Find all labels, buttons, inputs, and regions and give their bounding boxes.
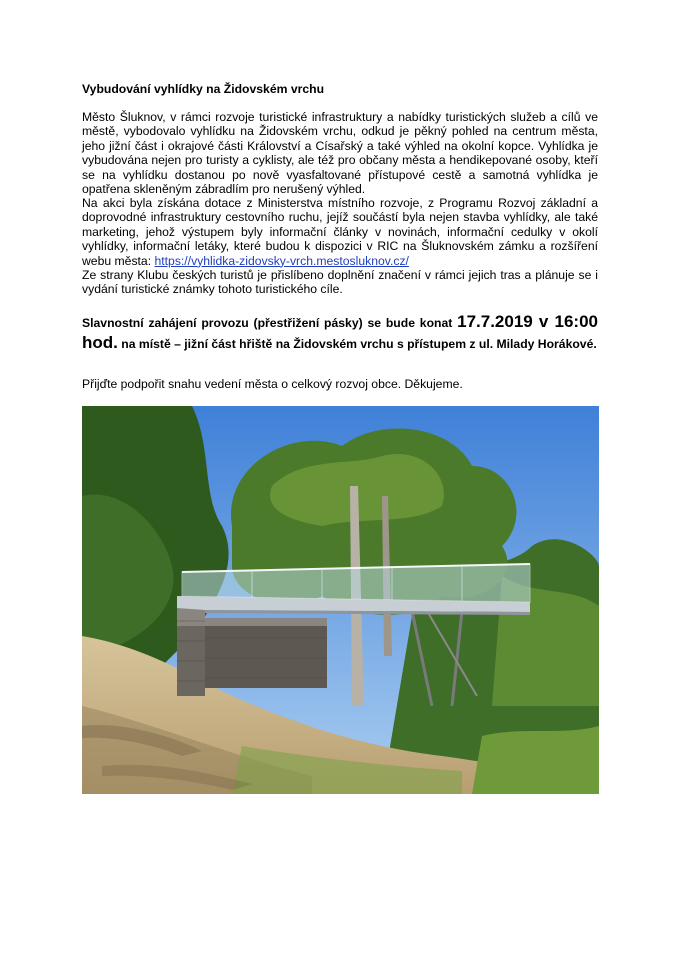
paragraph-funding-text: Na akci byla získána dotace z Ministerstva místního rozvoje, z Programu Rozvoj základní a doprovodné infrastruktury cestovního ruchu, jejíž součástí byla nejen stavba vyhlídky, ale také marketing, jehož výstupem byly informační články v novinách, informační cedulky v okolí vyhlídky, informační letáky, které budou k dispozici v RIC na Šluknovském zámku a rozšíření webu města:	[82, 196, 598, 268]
announcement	[82, 312, 598, 354]
gabion-wall-side	[205, 618, 327, 688]
paragraph-funding	[82, 196, 598, 268]
announcement-post: na místě – jižní část hřiště na Židovském vrchu s přístupem z ul. Milady Horákové.	[117, 337, 597, 351]
lookout-photo	[82, 406, 599, 794]
announcement-mid: v	[532, 312, 555, 331]
closing-line: Přijďte podpořit snahu vedení města o celkový rozvoj obce. Děkujeme.	[82, 377, 463, 391]
announcement-time: 16:00 hod.	[82, 312, 598, 352]
paragraph-tourist-club: Ze strany Klubu českých turistů je přislíbeno doplnění značení v rámci jejich tras a plánuje se i vydání turistické známky tohoto turistického cíle.	[82, 268, 598, 297]
document-title: Vybudování vyhlídky na Židovském vrchu	[82, 82, 325, 96]
website-link[interactable]: https://vyhlidka-zidovsky-vrch.mestosluknov.cz/	[154, 253, 409, 268]
paragraph-intro: Město Šluknov, v rámci rozvoje turistické infrastruktury a nabídky turistických služeb a cílů ve městě, vybodovalo vyhlídku na Židovském vrchu, odkud je pěkný pohled na centrum města, jeho jižní část i okrajové části Království a Císařský a také výhled na okolní kopce. Vyhlídka je vybudována nejen pro turisty a cyklisty, ale též pro občany města a hendikepované osoby, kteří se na vyhlídku dostanou po nově vyasfaltované přístupové cestě a samotná vyhlídka je opatřena skleněným zábradlím pro nerušený výhled.	[82, 110, 598, 197]
announcement-date: 17.7.2019	[457, 312, 533, 331]
announcement-pre: Slavnostní zahájení provozu (přestřižení pásky) se bude konat	[82, 316, 458, 330]
